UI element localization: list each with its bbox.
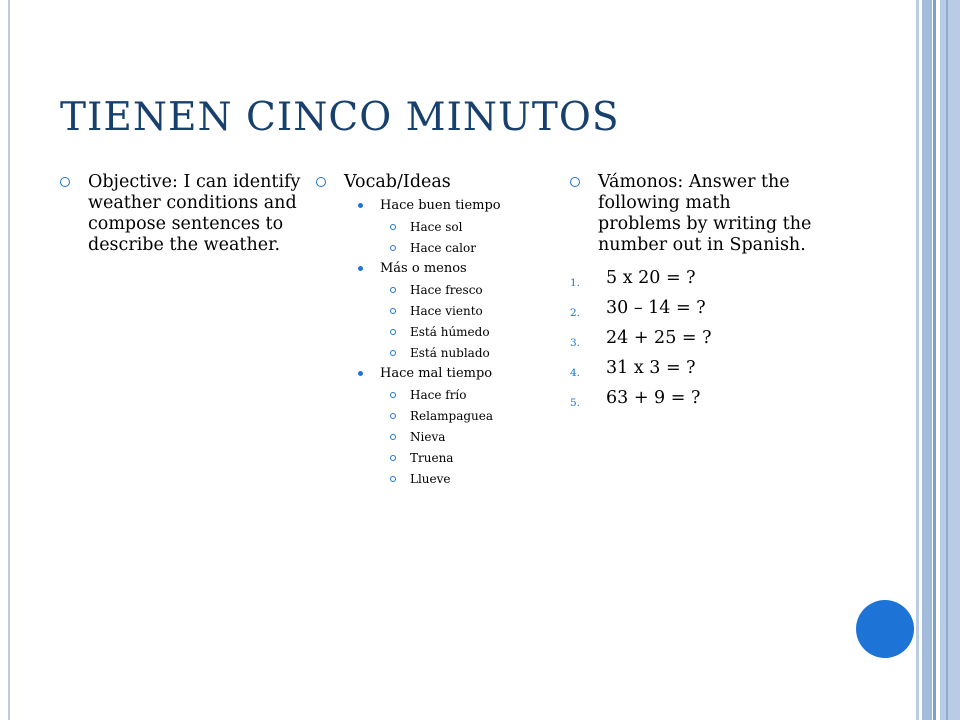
ring-bullet-icon (570, 177, 580, 187)
ring-bullet-icon (390, 245, 396, 251)
vocab-item-text: Hace viento (410, 304, 483, 318)
vocab-heading: Vocab/Ideas (344, 172, 451, 192)
dot-bullet-icon (358, 203, 363, 208)
ring-bullet-icon (60, 177, 70, 187)
vocab-item (316, 303, 561, 319)
math-problem (570, 268, 815, 298)
problem-number: 1. (570, 277, 581, 289)
decorative-band (916, 0, 919, 720)
vocab-item-text: Hace sol (410, 220, 463, 234)
vocab-item-text: Truena (410, 451, 454, 465)
slide-title: TIENEN CINCO MINUTOS (60, 95, 620, 140)
problem-number: 3. (570, 337, 581, 349)
problem-text: 30 – 14 = ? (606, 298, 706, 318)
math-problem (570, 358, 815, 388)
ring-bullet-icon (390, 476, 396, 482)
vamonos-prompt: Vámonos: Answer the following math problems by writing the number out in Spanish. (598, 172, 812, 255)
ring-bullet-icon (390, 455, 396, 461)
vocab-item (316, 471, 561, 487)
objective-item (60, 172, 315, 256)
math-problem (570, 328, 815, 358)
decorative-band (946, 0, 948, 720)
math-problem (570, 298, 815, 328)
vocab-item (316, 219, 561, 235)
vocab-group (316, 261, 561, 277)
vocab-item-text: Está nublado (410, 346, 490, 360)
vocab-item-text: Hace fresco (410, 283, 483, 297)
vocab-item-text: Nieva (410, 430, 446, 444)
vocab-item (316, 240, 561, 256)
vocab-item-text: Hace calor (410, 241, 476, 255)
ring-bullet-icon (390, 224, 396, 230)
decorative-band (922, 0, 932, 720)
decorative-band (940, 0, 960, 720)
decorative-circle (856, 600, 914, 658)
objective-text: Objective: I can identify weather conditions and compose sentences to describe the weather. (88, 172, 301, 255)
ring-bullet-icon (316, 177, 326, 187)
vocab-item-text: Relampaguea (410, 409, 494, 423)
vamonos-column (570, 172, 815, 418)
vocab-item-text: Llueve (410, 472, 451, 486)
problem-text: 5 x 20 = ? (606, 268, 696, 288)
vocab-item-text: Hace frío (410, 388, 467, 402)
ring-bullet-icon (390, 392, 396, 398)
vocab-group-label: Hace mal tiempo (380, 366, 493, 381)
vocab-heading-item (316, 172, 561, 193)
vocab-column (316, 172, 561, 487)
dot-bullet-icon (358, 266, 363, 271)
vocab-group (316, 198, 561, 214)
math-problem-list (570, 268, 815, 418)
vocab-item-text: Está húmedo (410, 325, 490, 339)
objective-column (60, 172, 315, 256)
problem-text: 24 + 25 = ? (606, 328, 712, 348)
ring-bullet-icon (390, 434, 396, 440)
vocab-item (316, 450, 561, 466)
decorative-band (933, 0, 936, 720)
vamonos-item (570, 172, 815, 256)
vocab-group-label: Más o menos (380, 261, 467, 276)
vocab-item (316, 387, 561, 403)
ring-bullet-icon (390, 350, 396, 356)
math-problem (570, 388, 815, 418)
vocab-item (316, 282, 561, 298)
dot-bullet-icon (358, 371, 363, 376)
vocab-item (316, 324, 561, 340)
vocab-item (316, 345, 561, 361)
problem-number: 2. (570, 307, 581, 319)
problem-text: 63 + 9 = ? (606, 388, 701, 408)
ring-bullet-icon (390, 287, 396, 293)
problem-text: 31 x 3 = ? (606, 358, 696, 378)
ring-bullet-icon (390, 413, 396, 419)
vocab-item (316, 429, 561, 445)
ring-bullet-icon (390, 308, 396, 314)
ring-bullet-icon (390, 329, 396, 335)
vocab-group-label: Hace buen tiempo (380, 198, 501, 213)
problem-number: 4. (570, 367, 581, 379)
vocab-item (316, 408, 561, 424)
vocab-group (316, 366, 561, 382)
problem-number: 5. (570, 397, 581, 409)
left-border-line (8, 0, 10, 720)
